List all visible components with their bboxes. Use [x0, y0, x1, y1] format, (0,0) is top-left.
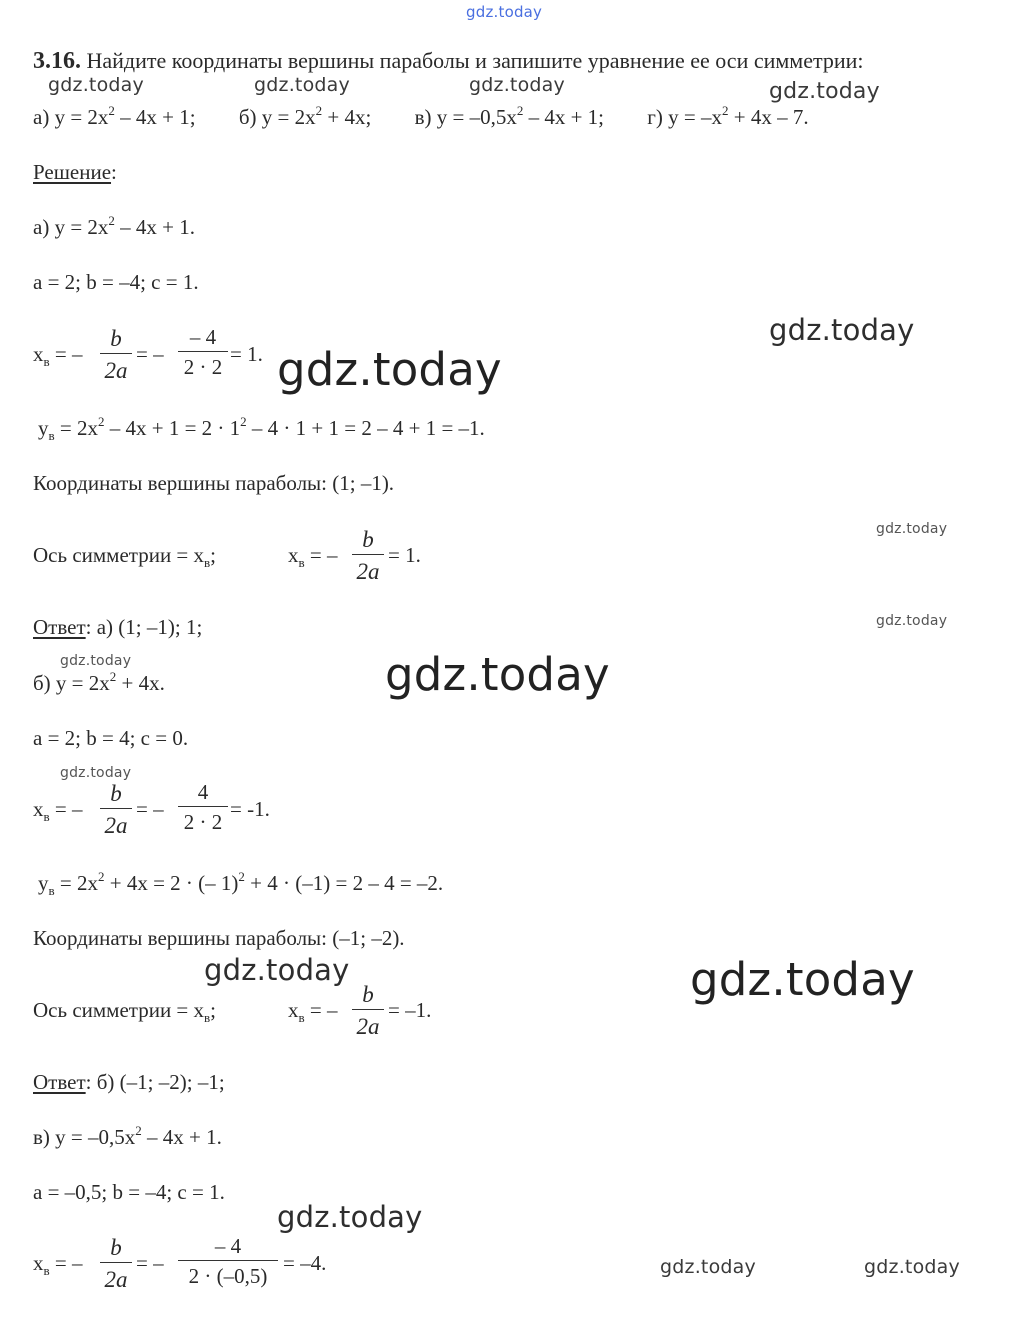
watermark: gdz.today: [469, 74, 565, 96]
part-c-equation: в) $y = -0,5x^2 - 4x + 1$.: [33, 1123, 222, 1149]
watermark: gdz.today: [690, 953, 915, 1006]
watermark: gdz.today: [769, 313, 915, 347]
solution-heading: Решение:: [33, 160, 117, 184]
watermark: gdz.today: [254, 74, 350, 96]
problem-number: 3.16.: [33, 48, 81, 74]
watermark: gdz.today: [660, 1256, 756, 1278]
watermark: gdz.today: [864, 1256, 960, 1278]
watermark: gdz.today: [204, 953, 350, 987]
watermark: gdz.today: [385, 648, 610, 701]
part-a-vertex-y: $y_в = 2x^2 - 4x + 1 = 2 \cdot 1^2 - 4 \cdot 1 + 1 = 2 - 4 + 1 = -1$.: [38, 414, 485, 443]
problem-options: [33, 103, 809, 129]
part-a-vertex: Координаты вершины параболы: (1; –1).: [33, 471, 395, 495]
watermark: gdz.today: [60, 653, 132, 669]
part-a-equation: а) $y = 2x^2 - 4x + 1$.: [33, 213, 196, 239]
watermark: gdz.today: [876, 613, 948, 629]
part-b-equation: б) $y = 2x^2 + 4x$.: [33, 669, 165, 695]
part-a-answer: Ответ: а) (1; –1); 1;: [33, 615, 203, 639]
watermark: gdz.today: [876, 521, 948, 537]
watermark: gdz.today: [60, 765, 132, 781]
part-c-coefficients: a = –0,5; b = –4; c = 1.: [33, 1180, 225, 1204]
option-b: б) $y = 2x^2 + 4x$;: [238, 103, 372, 129]
part-a-coefficients: a = 2; b = –4; c = 1.: [33, 270, 199, 294]
problem-statement: [33, 49, 864, 73]
watermark: gdz.today: [48, 74, 144, 96]
option-c: в) $y = -0,5x^2 - 4x + 1$;: [414, 103, 605, 129]
watermark: gdz.today: [466, 3, 543, 21]
option-d: г) $y = -x^2 + 4x - 7$.: [647, 103, 809, 129]
part-b-vertex: Координаты вершины параболы: (–1; –2).: [33, 926, 405, 950]
option-a: а) $y = 2x^2 - 4x + 1$;: [33, 103, 196, 129]
part-b-coefficients: a = 2; b = 4; c = 0.: [33, 726, 189, 750]
watermark: gdz.today: [277, 343, 502, 396]
watermark: gdz.today: [769, 79, 880, 104]
watermark: gdz.today: [277, 1200, 423, 1234]
part-b-answer: Ответ: б) (–1; –2); –1;: [33, 1070, 225, 1094]
part-b-vertex-y: $y_в = 2x^2 + 4x = 2$ · (– 1)$^2$ + 4 · (–1) = 2 – 4 = –2.: [38, 869, 444, 898]
problem-text: Найдите координаты вершины параболы и запишите уравнение ее оси симметрии:: [86, 48, 864, 73]
